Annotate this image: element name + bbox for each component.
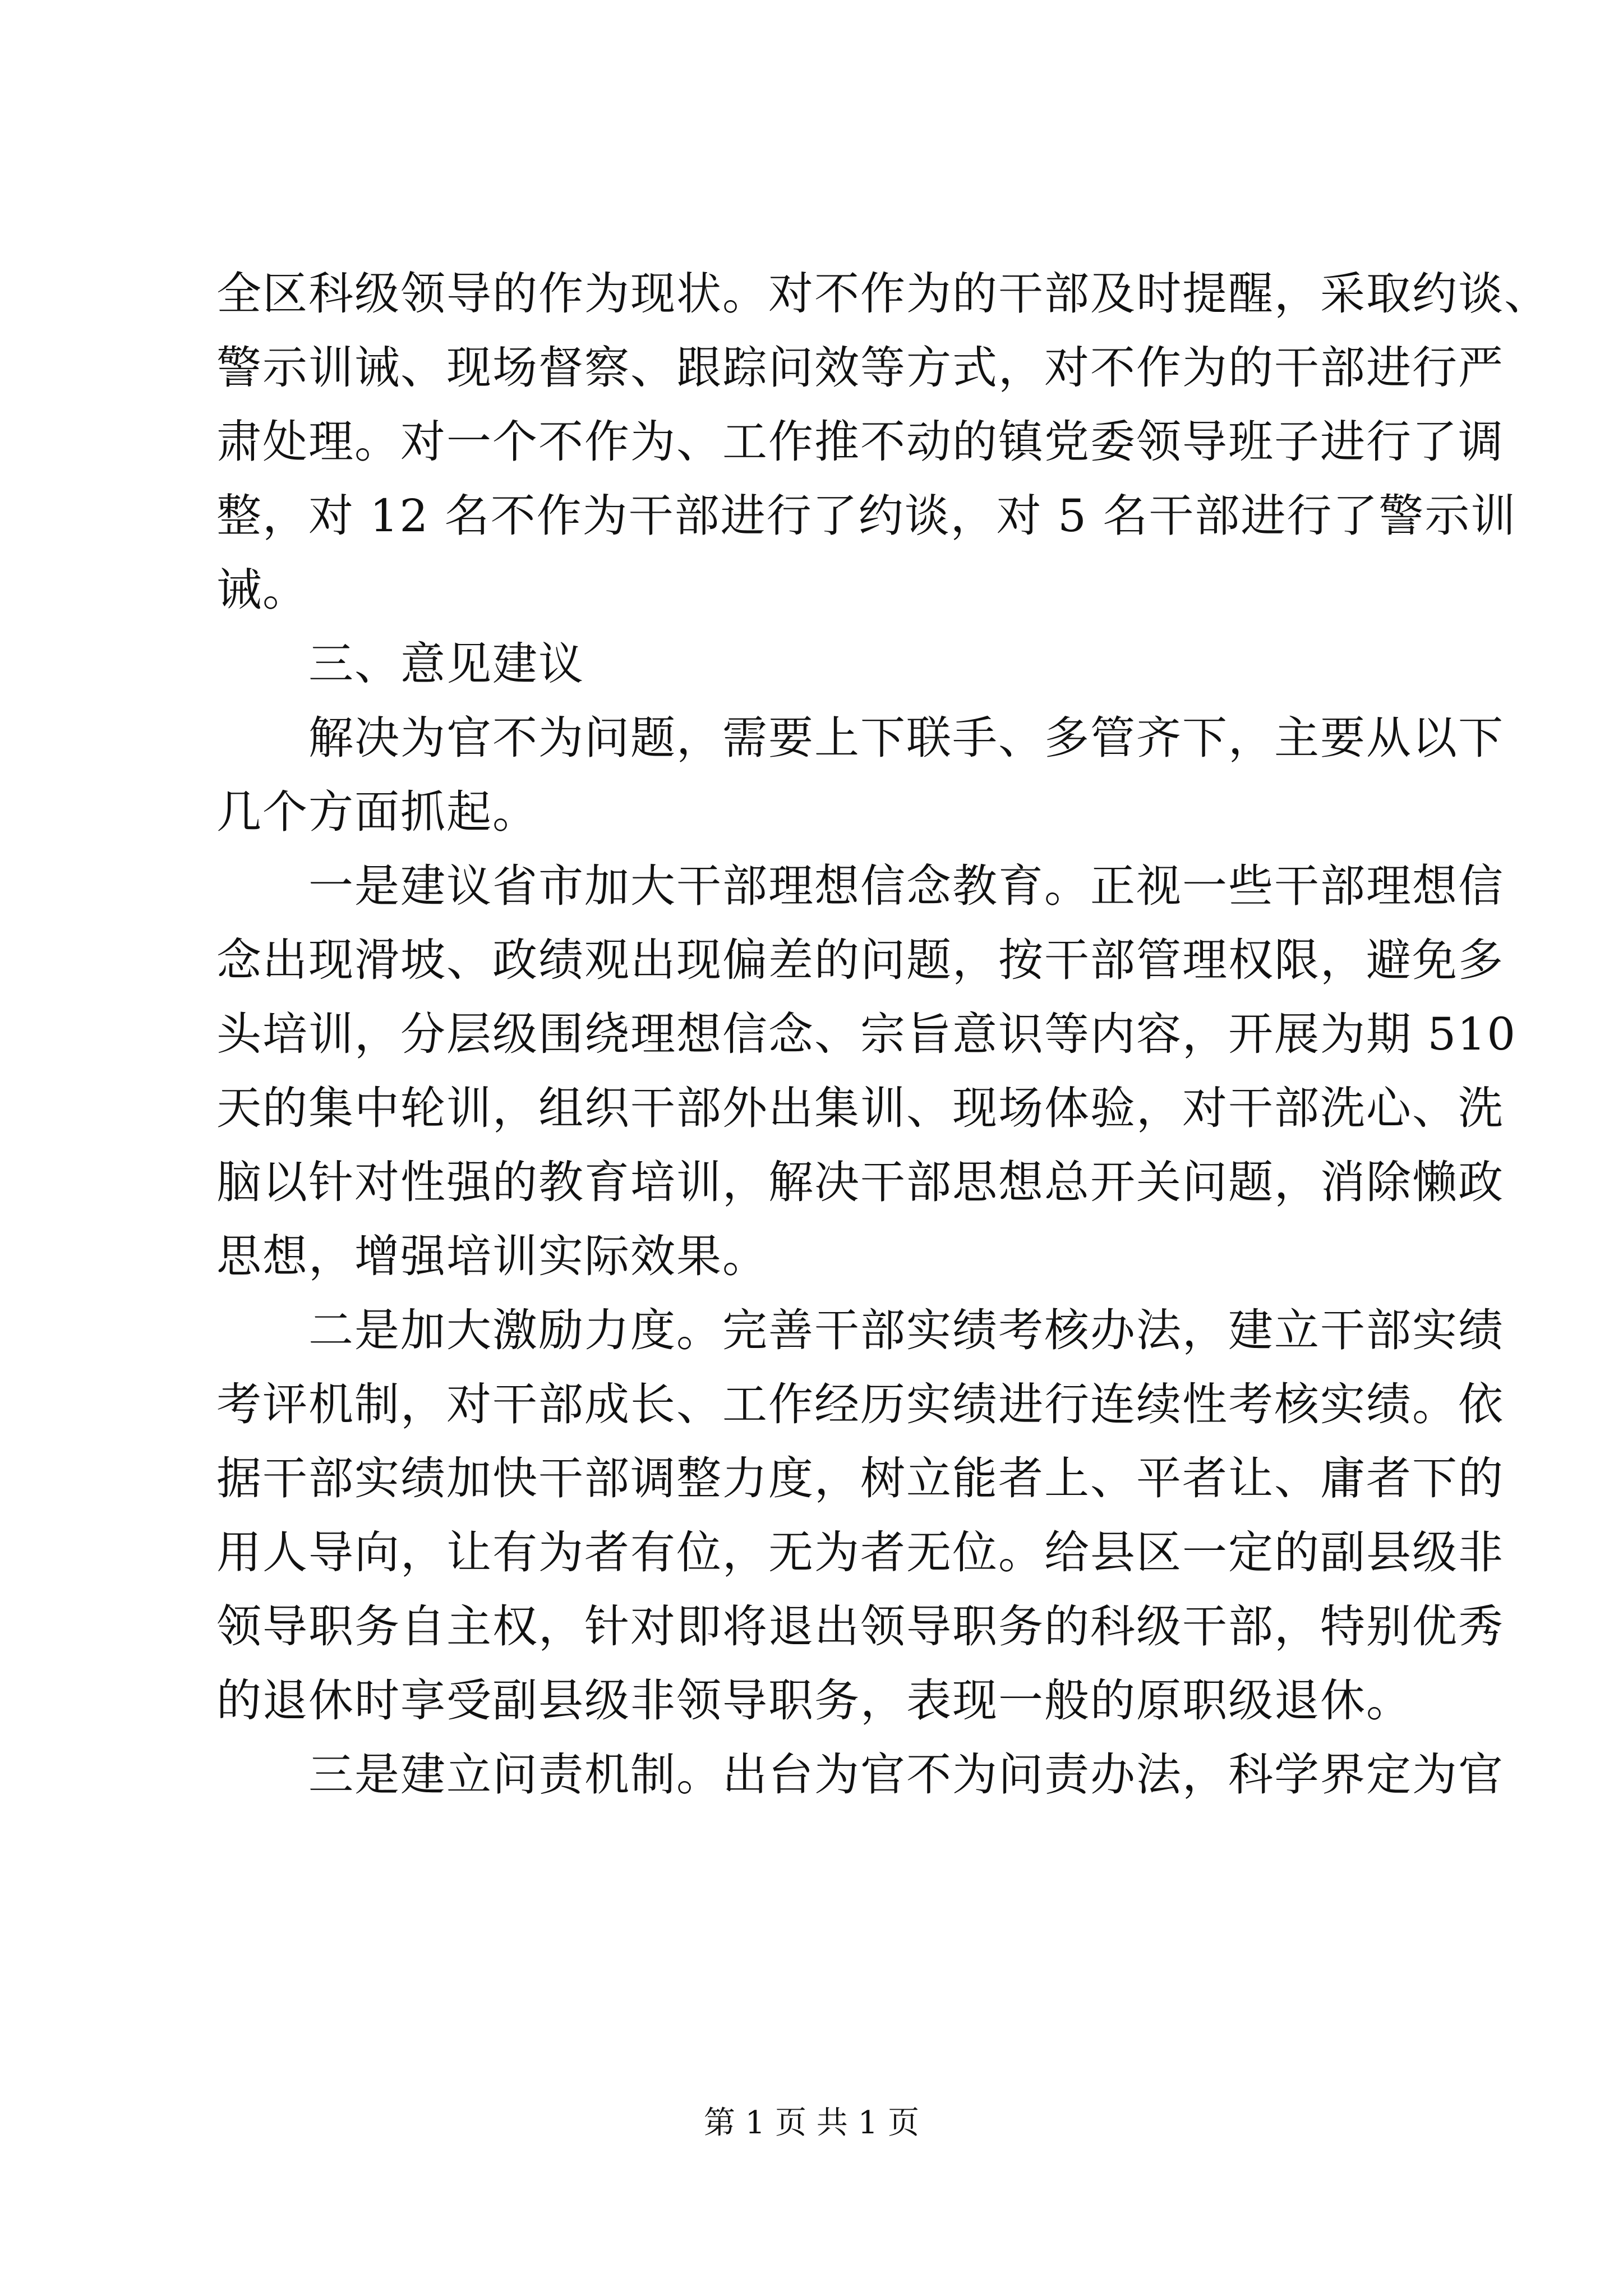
section-heading: 三、意见建议 bbox=[216, 638, 584, 690]
text-line: 的退休时享受副县级非领导职务，表现一般的原职级退休。 bbox=[216, 1674, 1412, 1727]
document-body bbox=[216, 257, 1550, 1812]
text-line: 头培训，分层级围绕理想信念、宗旨意识等内容，开展为期 510 bbox=[216, 1008, 1517, 1060]
text-line: 诫。 bbox=[216, 564, 308, 616]
text-line: 考评机制，对干部成长、工作经历实绩进行连续性考核实绩。依 bbox=[216, 1378, 1504, 1430]
page-number: 第 1 页 共 1 页 bbox=[703, 2105, 920, 2141]
text-line: 脑以针对性强的教育培训，解决干部思想总开关问题，消除懒政 bbox=[216, 1156, 1504, 1208]
text-line: 二是加大激励力度。完善干部实绩考核办法，建立干部实绩 bbox=[216, 1304, 1504, 1356]
text-line: 据干部实绩加快干部调整力度，树立能者上、平者让、庸者下的 bbox=[216, 1452, 1504, 1504]
text-line: 几个方面抓起。 bbox=[216, 786, 538, 838]
text-line: 念出现滑坡、政绩观出现偏差的问题，按干部管理权限，避免多 bbox=[216, 934, 1504, 986]
text-line: 三是建立问责机制。出台为官不为问责办法，科学界定为官 bbox=[216, 1749, 1504, 1801]
text-line: 用人导向，让有为者有位，无为者无位。给县区一定的副县级非 bbox=[216, 1526, 1504, 1579]
text-line: 整，对 12 名不作为干部进行了约谈，对 5 名干部进行了警示训 bbox=[216, 490, 1517, 542]
text-line: 肃处理。对一个不作为、工作推不动的镇党委领导班子进行了调 bbox=[216, 416, 1504, 468]
text-line: 领导职务自主权，针对即将退出领导职务的科级干部，特别优秀 bbox=[216, 1600, 1504, 1653]
text-line: 全区科级领导的作为现状。对不作为的干部及时提醒，采取约谈、 bbox=[216, 268, 1550, 320]
page-footer bbox=[0, 2101, 1623, 2146]
text-line: 警示训诫、现场督察、跟踪问效等方式，对不作为的干部进行严 bbox=[216, 342, 1504, 394]
text-line: 解决为官不为问题，需要上下联手、多管齐下，主要从以下 bbox=[216, 712, 1504, 764]
text-line: 一是建议省市加大干部理想信念教育。正视一些干部理想信 bbox=[216, 860, 1504, 912]
text-line: 思想，增强培训实际效果。 bbox=[216, 1230, 768, 1282]
text-line: 天的集中轮训，组织干部外出集训、现场体验，对干部洗心、洗 bbox=[216, 1082, 1504, 1134]
